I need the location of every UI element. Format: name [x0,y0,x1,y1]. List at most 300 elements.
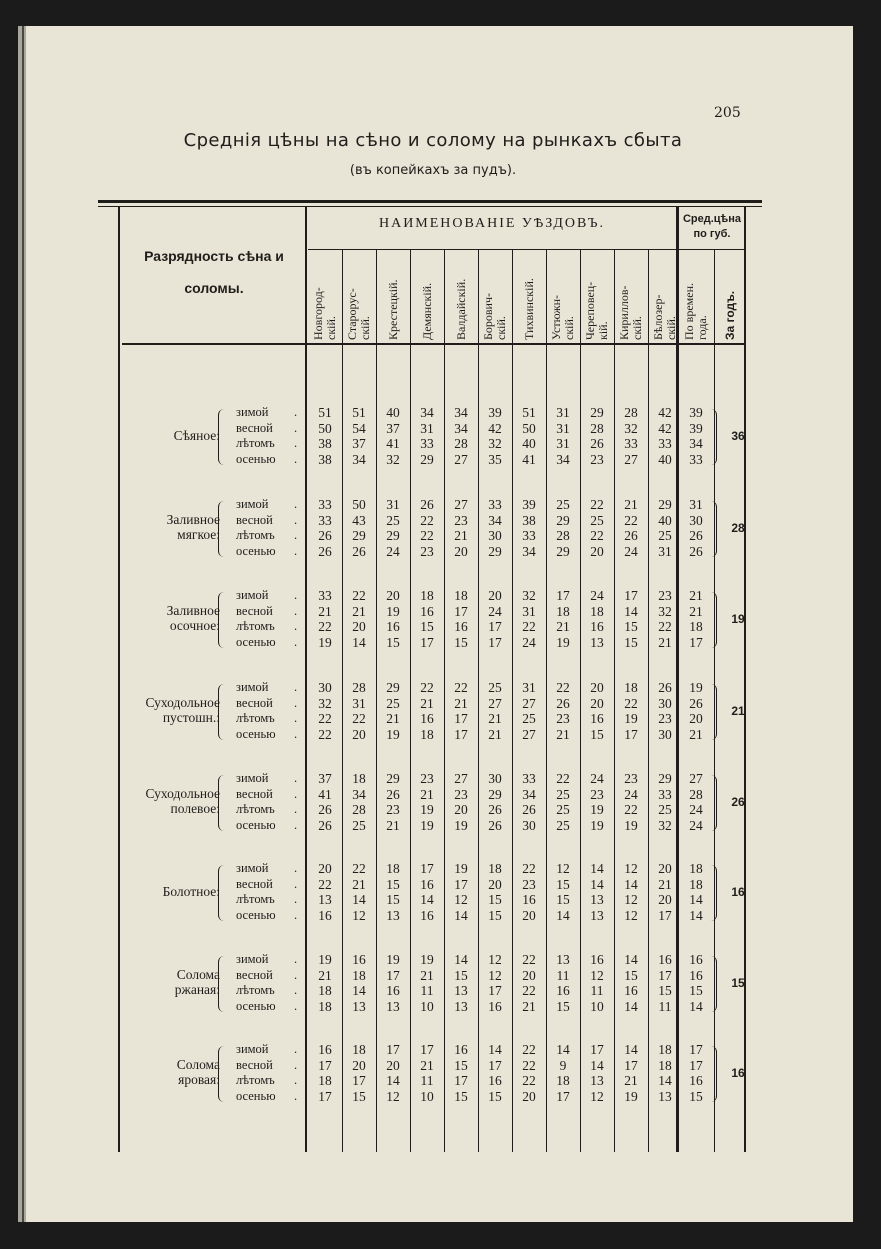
table-cell: 23 [658,588,672,603]
season-label: лѣтомъ [236,1073,275,1087]
table-cell: 21 [658,876,672,892]
table-cell: 16 [522,892,536,907]
table-cell: 20 [386,1057,400,1073]
table-cell: 12 [590,967,604,983]
season-label: зимой [236,861,269,875]
leader-dot: . [294,907,298,922]
table-cell: 11 [658,998,672,1014]
table-cell: 17 [590,1042,604,1057]
table-cell: 13 [318,892,332,907]
table-cell: 30 [658,695,672,711]
table-cell: 29 [488,543,502,559]
table-cell: 22 [522,1073,536,1088]
table-cell: 17 [624,1057,638,1073]
table-cell: 20 [488,588,502,603]
table-cell: 25 [556,817,570,833]
table-cell: 15 [454,634,468,650]
table-cell: 13 [556,952,570,967]
table-cell: 14 [556,1042,570,1057]
table-cell: 20 [386,588,400,603]
table-cell: 26 [658,680,672,695]
table-cell: 15 [556,892,570,907]
table-cell: 16 [689,952,703,967]
group-label: Сѣяное: [173,427,220,443]
annual-value: 16 [731,885,745,899]
table-cell: 33 [488,497,502,512]
table-cell: 26 [689,695,703,711]
table-cell: 25 [556,786,570,802]
group-label: Суходольное полевое: [145,786,220,816]
table-cell: 22 [318,876,332,892]
table-cell: 16 [386,619,400,634]
table-cell: 14 [420,892,434,907]
annual-value: 36 [731,429,745,443]
table-cell: 26 [522,802,536,817]
table-cell: 13 [386,998,400,1014]
season-label: весной [236,695,273,710]
table-cell: 28 [352,802,366,817]
table-cell: 16 [689,1073,703,1088]
table-cell: 50 [522,420,536,436]
group-label: Солома ржаная: [174,967,220,997]
season-label: осенью [236,1088,276,1103]
table-cell: 21 [689,588,703,603]
table-right-border [744,207,746,1152]
table-cell: 12 [624,861,638,876]
table-cell: 33 [522,528,536,543]
column-header: Череповец- кій. [583,281,610,340]
table-cell: 17 [488,634,502,650]
table-cell: 23 [420,771,434,786]
table-cell: 26 [488,802,502,817]
table-cell: 28 [556,528,570,543]
table-top-rule-thick [98,200,762,203]
table-cell: 11 [556,967,570,983]
table-cell: 19 [454,861,468,876]
group-brace [218,1046,225,1102]
table-cell: 20 [488,876,502,892]
table-cell: 21 [386,817,400,833]
table-cell: 26 [318,528,332,543]
table-cell: 28 [352,680,366,695]
table-cell: 20 [658,892,672,907]
table-cell: 11 [420,1073,434,1088]
table-cell: 15 [454,1057,468,1073]
table-cell: 50 [352,497,366,512]
table-cell: 21 [658,634,672,650]
table-cell: 15 [556,998,570,1014]
table-cell: 19 [420,817,434,833]
table-cell: 21 [624,497,638,512]
column-header: Новгород- скій. [311,287,338,340]
season-label: весной [236,786,273,801]
table-cell: 14 [352,634,366,650]
table-cell: 17 [420,861,434,876]
table-cell: 13 [590,892,604,907]
table-cell: 22 [318,619,332,634]
table-cell: 23 [556,711,570,726]
table-cell: 18 [556,603,570,619]
season-label: зимой [236,771,269,785]
table-cell: 43 [352,512,366,528]
table-cell: 20 [318,861,332,876]
table-cell: 40 [386,405,400,420]
table-cell: 26 [386,786,400,802]
table-cell: 22 [624,512,638,528]
table-cell: 21 [689,603,703,619]
leader-dot: . [294,619,298,633]
table-cell: 39 [488,405,502,420]
table-cell: 13 [352,998,366,1014]
table-cell: 21 [352,603,366,619]
group-brace [218,775,225,831]
leader-dot: . [294,451,298,466]
table-cell: 25 [658,802,672,817]
table-cell: 31 [556,405,570,420]
leader-dot: . [294,1088,298,1103]
table-cell: 18 [590,603,604,619]
table-cell: 27 [454,497,468,512]
table-cell: 33 [318,497,332,512]
table-cell: 12 [488,952,502,967]
table-cell: 17 [318,1057,332,1073]
table-cell: 23 [590,786,604,802]
table-cell: 34 [352,451,366,467]
table-cell: 18 [454,588,468,603]
table-cell: 17 [488,1057,502,1073]
table-cell: 18 [318,983,332,998]
table-cell: 25 [386,512,400,528]
table-cell: 15 [454,1088,468,1104]
table-cell: 20 [590,680,604,695]
table-cell: 21 [420,1057,434,1073]
table-cell: 16 [488,1073,502,1088]
table-cell: 16 [590,952,604,967]
table-cell: 14 [658,1073,672,1088]
table-cell: 33 [689,451,703,467]
table-cell: 10 [420,1088,434,1104]
table-cell: 17 [488,983,502,998]
table-cell: 22 [624,695,638,711]
table-cell: 22 [522,1057,536,1073]
table-cell: 22 [522,619,536,634]
table-cell: 25 [556,497,570,512]
annual-brace [708,1046,717,1102]
table-cell: 27 [454,771,468,786]
season-label: весной [236,876,273,891]
leader-dot: . [294,1073,298,1087]
table-cell: 21 [420,786,434,802]
table-cell: 17 [454,726,468,742]
table-cell: 16 [352,952,366,967]
table-cell: 33 [318,588,332,603]
leader-dot: . [294,771,298,785]
table-cell: 23 [590,451,604,467]
table-cell: 15 [386,892,400,907]
table-cell: 37 [318,771,332,786]
table-cell: 26 [318,802,332,817]
table-cell: 28 [624,405,638,420]
table-cell: 51 [318,405,332,420]
table-cell: 14 [624,1042,638,1057]
table-cell: 15 [488,1088,502,1104]
table-cell: 11 [420,983,434,998]
table-cell: 15 [590,726,604,742]
season-label: лѣтомъ [236,802,275,816]
table-cell: 10 [590,998,604,1014]
table-cell: 32 [318,695,332,711]
table-cell: 34 [454,420,468,436]
table-cell: 17 [689,1042,703,1057]
table-cell: 17 [420,634,434,650]
table-cell: 19 [420,952,434,967]
rowhead-separator [305,207,307,1152]
district-group-rule [308,249,676,250]
season-label: зимой [236,1042,269,1056]
table-cell: 25 [352,817,366,833]
table-cell: 39 [689,420,703,436]
group-brace [218,501,225,557]
table-cell: 24 [689,817,703,833]
table-cell: 12 [352,907,366,923]
table-cell: 23 [658,711,672,726]
season-label: весной [236,420,273,435]
table-cell: 20 [522,1088,536,1104]
table-cell: 19 [386,726,400,742]
annual-value: 15 [731,976,745,990]
table-cell: 14 [689,907,703,923]
leader-dot: . [294,405,298,419]
table-cell: 22 [522,861,536,876]
table-cell: 41 [386,436,400,451]
table-cell: 18 [556,1073,570,1088]
table-cell: 20 [522,907,536,923]
table-cell: 20 [352,726,366,742]
table-cell: 26 [624,528,638,543]
column-header: Крестецкій. [385,279,400,340]
leader-dot: . [294,802,298,816]
table-cell: 17 [658,967,672,983]
table-cell: 40 [658,451,672,467]
avg-group-header: Сред.цѣна по губ. [682,213,742,240]
table-cell: 27 [454,451,468,467]
table-cell: 27 [522,695,536,711]
table-cell: 23 [522,876,536,892]
table-cell: 17 [624,726,638,742]
table-cell: 21 [488,726,502,742]
table-cell: 15 [386,876,400,892]
table-cell: 19 [590,802,604,817]
table-cell: 22 [522,1042,536,1057]
table-cell: 16 [488,998,502,1014]
table-cell: 15 [556,876,570,892]
table-cell: 21 [624,1073,638,1088]
annual-value: 28 [731,521,745,535]
group-label: Заливное мягкое: [166,512,220,542]
table-cell: 28 [689,786,703,802]
table-cell: 33 [522,771,536,786]
table-cell: 23 [420,543,434,559]
table-cell: 14 [624,998,638,1014]
table-cell: 34 [556,451,570,467]
table-cell: 23 [454,512,468,528]
table-cell: 12 [624,907,638,923]
table-cell: 14 [590,1057,604,1073]
annual-brace [708,409,717,465]
table-cell: 26 [318,817,332,833]
page-binding-line [22,26,24,1222]
table-cell: 42 [488,420,502,436]
table-cell: 22 [556,771,570,786]
table-cell: 38 [522,512,536,528]
table-cell: 22 [522,983,536,998]
table-cell: 30 [522,817,536,833]
table-cell: 14 [488,1042,502,1057]
table-cell: 14 [454,952,468,967]
leader-dot: . [294,967,298,982]
table-cell: 20 [454,543,468,559]
column-header: Бѣлозер- скій. [651,294,678,340]
table-cell: 33 [420,436,434,451]
table-cell: 19 [624,1088,638,1104]
table-cell: 17 [689,634,703,650]
group-brace [218,684,225,740]
table-cell: 17 [454,1073,468,1088]
table-cell: 18 [658,1042,672,1057]
table-cell: 16 [318,907,332,923]
table-cell: 18 [689,876,703,892]
table-cell: 32 [658,603,672,619]
table-cell: 19 [386,603,400,619]
districts-group-header: НАИМЕНОВАНІЕ УѢЗДОВЪ. [378,216,606,231]
table-cell: 18 [624,680,638,695]
table-cell: 15 [488,892,502,907]
table-cell: 13 [590,1073,604,1088]
table-cell: 15 [689,983,703,998]
table-cell: 21 [454,695,468,711]
table-cell: 17 [386,1042,400,1057]
table-cell: 33 [624,436,638,451]
table-cell: 19 [689,680,703,695]
table-cell: 16 [420,711,434,726]
table-cell: 29 [488,786,502,802]
table-cell: 21 [689,726,703,742]
table-cell: 13 [386,907,400,923]
table-cell: 20 [590,695,604,711]
table-cell: 29 [658,771,672,786]
table-cell: 13 [590,907,604,923]
table-cell: 31 [420,420,434,436]
table-cell: 38 [318,436,332,451]
table-cell: 31 [352,695,366,711]
table-cell: 18 [420,588,434,603]
table-cell: 14 [454,907,468,923]
table-cell: 17 [689,1057,703,1073]
table-cell: 20 [522,967,536,983]
table-cell: 27 [522,726,536,742]
table-cell: 29 [590,405,604,420]
table-cell: 13 [454,983,468,998]
season-label: зимой [236,405,269,419]
table-cell: 22 [420,680,434,695]
leader-dot: . [294,726,298,741]
table-cell: 25 [488,680,502,695]
table-cell: 24 [488,603,502,619]
table-cell: 34 [488,512,502,528]
annual-brace [708,592,717,648]
table-cell: 17 [386,967,400,983]
leader-dot: . [294,711,298,725]
table-cell: 21 [454,528,468,543]
table-cell: 28 [590,420,604,436]
table-cell: 19 [624,817,638,833]
leader-dot: . [294,680,298,694]
table-cell: 10 [420,998,434,1014]
table-cell: 33 [658,436,672,451]
leader-dot: . [294,528,298,542]
table-cell: 16 [454,619,468,634]
table-cell: 22 [352,588,366,603]
table-cell: 19 [624,711,638,726]
group-label: Болотное: [162,883,220,899]
table-cell: 30 [318,680,332,695]
table-cell: 14 [624,876,638,892]
table-cell: 13 [590,634,604,650]
table-cell: 24 [590,771,604,786]
table-cell: 18 [689,619,703,634]
table-cell: 26 [689,528,703,543]
season-label: осенью [236,817,276,832]
table-cell: 12 [488,967,502,983]
table-cell: 33 [318,512,332,528]
table-cell: 22 [352,861,366,876]
table-cell: 31 [689,497,703,512]
table-cell: 21 [522,998,536,1014]
season-label: весной [236,1057,273,1072]
leader-dot: . [294,420,298,435]
annual-brace [708,956,717,1012]
table-cell: 21 [318,603,332,619]
table-cell: 14 [624,603,638,619]
table-cell: 24 [624,543,638,559]
table-cell: 26 [556,695,570,711]
table-cell: 12 [386,1088,400,1104]
table-cell: 20 [689,711,703,726]
leader-dot: . [294,952,298,966]
table-cell: 18 [352,1042,366,1057]
season-label: осенью [236,998,276,1013]
table-cell: 39 [689,405,703,420]
table-cell: 22 [420,528,434,543]
table-cell: 20 [658,861,672,876]
annual-brace [708,865,717,921]
table-cell: 29 [420,451,434,467]
table-cell: 22 [522,952,536,967]
table-cell: 22 [590,528,604,543]
table-cell: 22 [454,680,468,695]
table-cell: 17 [454,603,468,619]
leader-dot: . [294,543,298,558]
table-cell: 23 [454,786,468,802]
table-cell: 19 [420,802,434,817]
table-cell: 26 [488,817,502,833]
leader-dot: . [294,817,298,832]
table-cell: 20 [590,543,604,559]
table-cell: 18 [420,726,434,742]
table-cell: 24 [590,588,604,603]
table-cell: 27 [488,695,502,711]
table-cell: 16 [590,619,604,634]
